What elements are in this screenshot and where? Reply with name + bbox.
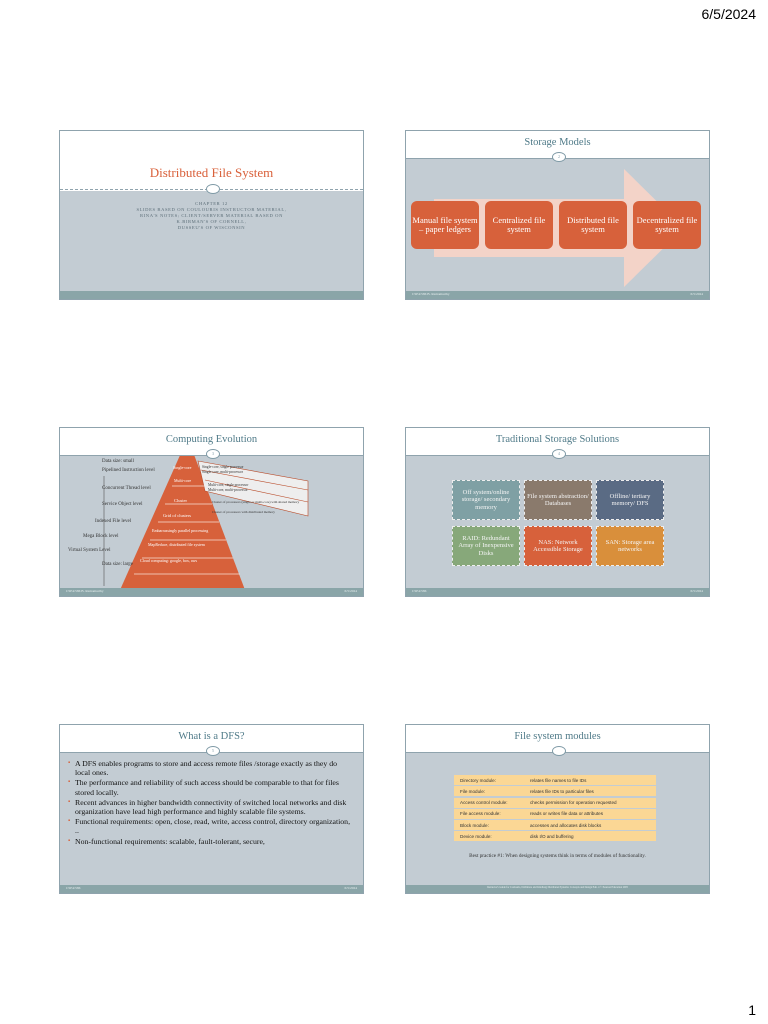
- data-size-label: Data size: large: [102, 562, 134, 567]
- slide-1[interactable]: [59, 130, 364, 300]
- knot-ornament: [206, 184, 220, 194]
- side-note: Multi-core, multi-processor: [208, 488, 248, 492]
- slide-subtitle: CHAPTER 12 SLIDES BASED ON COULOURIS INSTRUCTOR MATERIAL, RINA'S NOTES; CLIENT/SERVER MATERIAL BASED ON K.BIRMAN'S OF CORNELL, DUSSEU'S OF WISCONSIN: [136, 201, 287, 230]
- slide-title-area: [60, 131, 363, 191]
- knot-ornament: 4: [552, 449, 566, 459]
- level-label: Pipelined Instruction level: [102, 468, 155, 473]
- slide-5[interactable]: [59, 724, 364, 894]
- knot-ornament: 5: [206, 746, 220, 756]
- slide-title: Storage Models: [524, 137, 591, 148]
- side-note: Cluster of processors (single or multi-core) with shared memory: [212, 500, 300, 504]
- slide-footer: CSE4/586 B. Ramamurthy 6/5/2024: [406, 291, 709, 299]
- storage-solution-box: Off system/online storage/ secondary memory: [452, 480, 520, 520]
- level-label: Service Object level: [102, 502, 143, 507]
- side-note: Cluster of processors with distributed memory: [212, 510, 275, 514]
- table-row: File access module: reads or writes file data or attributes: [454, 809, 656, 819]
- bullet-item: ▪ Functional requirements: open, close, read, write, access control, directory organization, ..: [68, 817, 353, 835]
- knot-ornament: [552, 746, 566, 756]
- pyramid-layer: Cluster: [174, 498, 187, 503]
- pyramid-layer: Embarrassingly parallel processing: [152, 528, 209, 533]
- slide-footer: Instructor's Guide for Coulouris, Dollimore and Kindberg Distributed Systems: Concepts and Design Edn. 4 © Pearson Education 2005: [406, 885, 709, 893]
- table-row: Directory module: relates file names to file IDs: [454, 775, 656, 785]
- table-row: Device module: disk I/O and buffering: [454, 831, 656, 841]
- level-label: Virtual System Level: [68, 548, 111, 553]
- pyramid-layer: Multi-core: [174, 478, 192, 483]
- slide-footer: CSE4/586 6/5/2024: [60, 885, 363, 893]
- storage-model-box: Decentralized file system: [633, 201, 701, 249]
- storage-model-box: Manual file system – paper ledgers: [411, 201, 479, 249]
- page-number: 1: [748, 1002, 756, 1018]
- storage-solution-box: Offline/ tertiary memory/ DFS: [596, 480, 664, 520]
- table-row: File module: relates file IDs to particular files: [454, 786, 656, 796]
- knot-ornament: 3: [206, 449, 220, 459]
- table-row: Block module: accesses and allocates disk blocks: [454, 820, 656, 830]
- slide-2[interactable]: [405, 130, 710, 300]
- level-label: Concurrent Thread level: [102, 486, 151, 491]
- slide-6[interactable]: [405, 724, 710, 894]
- bullet-item: ▪ Non-functional requirements: scalable, fault-tolerant, secure,: [68, 837, 353, 846]
- slide-footer: CSE4/586 B. Ramamurthy 6/5/2024: [60, 588, 363, 596]
- slide-3[interactable]: [59, 427, 364, 597]
- storage-solution-box: RAID: Redundant Array of Inexpensive Disks: [452, 526, 520, 566]
- bullet-item: ▪ The performance and reliability of such access should be comparable to that for files stored locally.: [68, 778, 353, 796]
- best-practice-note: Best practice #1: When designing systems think in terms of modules of functionality.: [469, 853, 646, 859]
- storage-solution-box: SAN: Storage area networks: [596, 526, 664, 566]
- level-label: Mega Block level: [83, 534, 119, 539]
- module-table: [454, 775, 656, 843]
- table-row: Access control module: checks permission for operation requested: [454, 798, 656, 808]
- slide-title: Traditional Storage Solutions: [495, 434, 620, 445]
- level-label: Indexed File level: [95, 519, 132, 524]
- slide-title: Computing Evolution: [165, 434, 258, 445]
- print-date: 6/5/2024: [701, 6, 756, 22]
- side-note: Single-core, multi-processor: [202, 470, 243, 474]
- storage-solution-box: NAS: Network Accessible Storage: [524, 526, 592, 566]
- slide-title: File system modules: [514, 731, 601, 742]
- bullet-list: [68, 759, 353, 847]
- slide-4[interactable]: [405, 427, 710, 597]
- storage-model-box: Distributed file system: [559, 201, 627, 249]
- slide-footer: CSE4/586 6/5/2024: [406, 588, 709, 596]
- slide-title: What is a DFS?: [178, 731, 245, 742]
- data-size-label: Data size: small: [102, 459, 134, 464]
- pyramid-layer: Grid of clusters: [163, 513, 191, 518]
- slide-footer: [60, 291, 363, 299]
- storage-model-box: Centralized file system: [485, 201, 553, 249]
- side-note: Multi-core, single processor: [208, 483, 249, 487]
- bullet-item: ▪ Recent advances in higher bandwidth connectivity of switched local networks and disk organization have lead high performance and highly scalable file systems.: [68, 798, 353, 816]
- pyramid-layer: Cloud computing: google, box, aws: [140, 558, 198, 563]
- bullet-item: ▪ A DFS enables programs to store and access remote files /storage exactly as they do local ones.: [68, 759, 353, 777]
- knot-ornament: 2: [552, 152, 566, 162]
- side-note: Single-core, single processor: [202, 465, 244, 469]
- pyramid-layer: Single-core: [173, 465, 192, 470]
- slide-title: Distributed File System: [149, 165, 274, 180]
- pyramid-layer: MapReduce, distributed file system: [148, 542, 205, 547]
- storage-solution-box: File system abstraction/ Databases: [524, 480, 592, 520]
